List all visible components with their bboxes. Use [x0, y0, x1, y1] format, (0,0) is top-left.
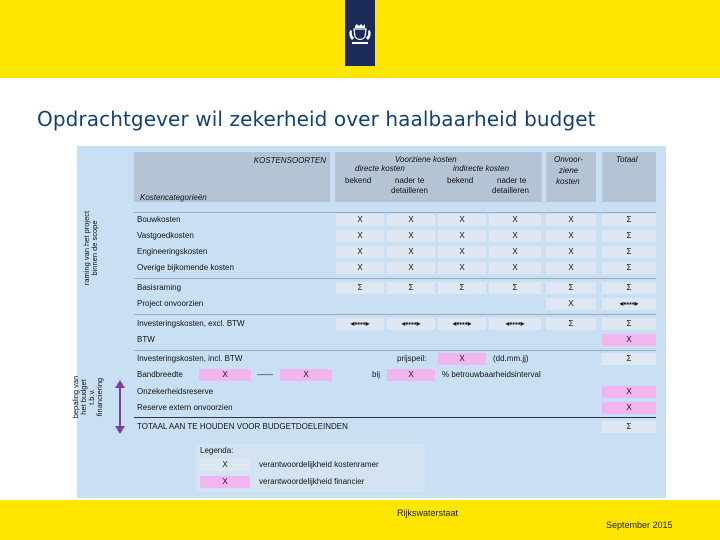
datum-label: (dd.mm.jj) [493, 354, 529, 363]
footer-brand: Rijkswaterstaat [397, 508, 459, 518]
header-kostensoorten [134, 152, 330, 202]
legend-blue-text: verantwoordelijkheid kostenramer [259, 460, 379, 469]
header-directe-label: directe kosten [355, 164, 405, 173]
header-kostensoorten-label: KOSTENSOORTEN [253, 156, 326, 165]
prijspeil-label: prijspeil: [397, 354, 427, 363]
header-detailleren-2: detailleren [492, 186, 529, 195]
side-label-bepaling: bepaling van het budget t.b.v. financiering [71, 375, 104, 419]
legend-pink-text: verantwoordelijkheid financier [259, 477, 365, 486]
legend: Legenda: X verantwoordelijkheid kostenramer X verantwoordelijkheid financier [195, 444, 425, 492]
row-basisraming: Basisraming [137, 283, 182, 292]
side-label-raming: raming van het project binnen de scope [82, 210, 99, 286]
header-voorziene [335, 152, 542, 202]
header-voorziene-label: Voorziene kosten [395, 155, 457, 164]
slide-title: Opdrachtgever wil zekerheid over haalbaarheid budget [37, 107, 596, 131]
row-investering-excl: Investeringskosten, excl. BTW [137, 319, 245, 328]
row-btw: BTW [137, 335, 155, 344]
header-totaal: Totaal [602, 152, 656, 202]
row-reserve-extern: Reserve extern onvoorzien [137, 403, 233, 412]
header-bekend-2: bekend [447, 176, 474, 185]
row-bouwkosten: Bouwkosten [137, 215, 181, 224]
crest-icon [348, 24, 372, 46]
header-kostencategorieen-label: Kostencategorieën [140, 193, 207, 202]
row-vastgoedkosten: Vastgoedkosten [137, 231, 194, 240]
row-bandbreedte: Bandbreedte [137, 370, 183, 379]
interval-label: % betrouwbaarheidsinterval [442, 370, 541, 379]
bandbreedte-dash: —— [257, 370, 273, 379]
row-engineeringskosten: Engineeringskosten [137, 247, 208, 256]
header-detailleren-1: detailleren [391, 186, 428, 195]
footer-date: September 2015 [606, 520, 673, 530]
header-nader-1: nader te [395, 176, 425, 185]
row-overige: Overige bijkomende kosten [137, 263, 234, 272]
header-indirecte-label: indirecte kosten [453, 164, 510, 173]
row-totaal-budget: TOTAAL AAN TE HOUDEN VOOR BUDGETDOELEINDEN [137, 422, 348, 431]
range-arrow-icon [115, 380, 125, 434]
cost-diagram: raming van het project binnen de scope bepaling van het budget t.b.v. financiering KOSTENSOORTEN Kostencategorieën Voorziene kosten directe kosten indirecte kosten bekend nader te detailleren bekend nader te detailleren Onvoor- ziene kosten Totaal Bouwkosten Vastgoedkosten Engineeringskosten Overige bijkomende kosten X X X X X Σ X X X X X Σ X X X X X Σ X X X X X Σ Basisraming Σ Σ Σ Σ Σ Σ Project onvoorzien X ◂▪▪▪▪▸ Investeringskosten, excl. BTW ◂▪▪▪▪▸ ◂▪▪▪▪▸ ◂▪▪▪▪▸ ◂▪▪▪▪▸ Σ Σ BTW X Investeringskosten, incl. BTW prijspeil: X (dd.mm.jj) Σ Bandbreedte X —— X bij X % betrouwbaarheidsinterval Onzekerheidsreserve X Reserve extern onvoorzien X TOTAAL AAN TE HOUDEN VOOR BUDGETDOELEINDEN Σ Legenda: X verantwoordelijkheid kostenramer X verantwoordelijkheid financier [77, 146, 666, 498]
legend-title: Legenda: [200, 446, 234, 455]
top-banner [0, 0, 720, 78]
row-project-onvoorzien: Project onvoorzien [137, 299, 204, 308]
rijksoverheid-logo [345, 0, 375, 66]
row-onzekerheidsreserve: Onzekerheidsreserve [137, 387, 214, 396]
header-onvoorziene: Onvoor- ziene kosten [546, 152, 596, 202]
row-investering-incl: Investeringskosten, incl. BTW [137, 354, 243, 363]
header-nader-2: nader te [497, 176, 527, 185]
header-bekend-1: bekend [345, 176, 372, 185]
bij-label: bij [372, 370, 381, 379]
